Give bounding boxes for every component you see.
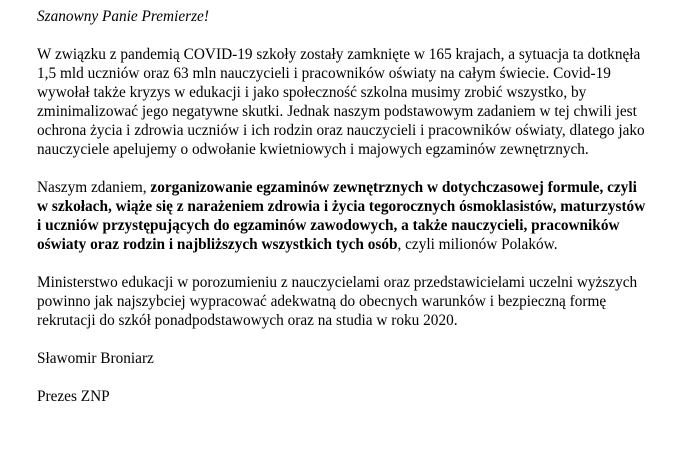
paragraph-ministry-request: Ministerstwo edukacji w porozumieniu z nauczycielami oraz przedstawicielami uczelni wyższych powinno jak najszybciej wypracować adekwatną do obecnych warunków i bezpieczną formę rekrutacji do szkół ponadpodstawowych oraz na studia w roku 2020. [37, 274, 638, 329]
paragraph-exam-risk-outro: , czyli milionów Polaków. [397, 236, 558, 253]
paragraph-exam-risk-intro: Naszym zdaniem, [37, 179, 151, 196]
signature-title: Prezes ZNP [37, 388, 110, 405]
paragraph-exam-risk [37, 178, 647, 254]
paragraph-pandemic-context: W związku z pandemią COVID-19 szkoły zostały zamknięte w 165 krajach, a sytuacja ta dotknęła 1,5 mld uczniów oraz 63 mln nauczycieli i pracowników oświaty na całym świecie. Covid-19 wywołał także kryzys w edukacji i jako społeczność szkolna musimy zrobić wszystko, by zminimalizować jego negatywne skutki. Jednak naszym podstawowym zadaniem w tej chwili jest ochrona życia i zdrowia uczniów i ich rodzin oraz nauczycieli i pracowników oświaty, dlatego jako nauczyciele apelujemy o odwołanie kwietniowych i majowych egzaminów zewnętrznych. [37, 46, 645, 158]
paragraph-exam-risk-emphasis: zorganizowanie egzaminów zewnętrznych w dotychczasowej formule, czyli w szkołach, wiąże się z narażeniem zdrowia i życia tegorocznych ósmoklasistów, maturzystów i uczniów przystępujących do egzaminów zawodowych, a także nauczycieli, pracowników oświaty oraz rodzin i najbliższych wszystkich tych osób [37, 179, 646, 253]
salutation: Szanowny Panie Premierze! [37, 8, 209, 25]
letter-body [37, 7, 647, 406]
signature-name: Sławomir Broniarz [37, 350, 154, 367]
